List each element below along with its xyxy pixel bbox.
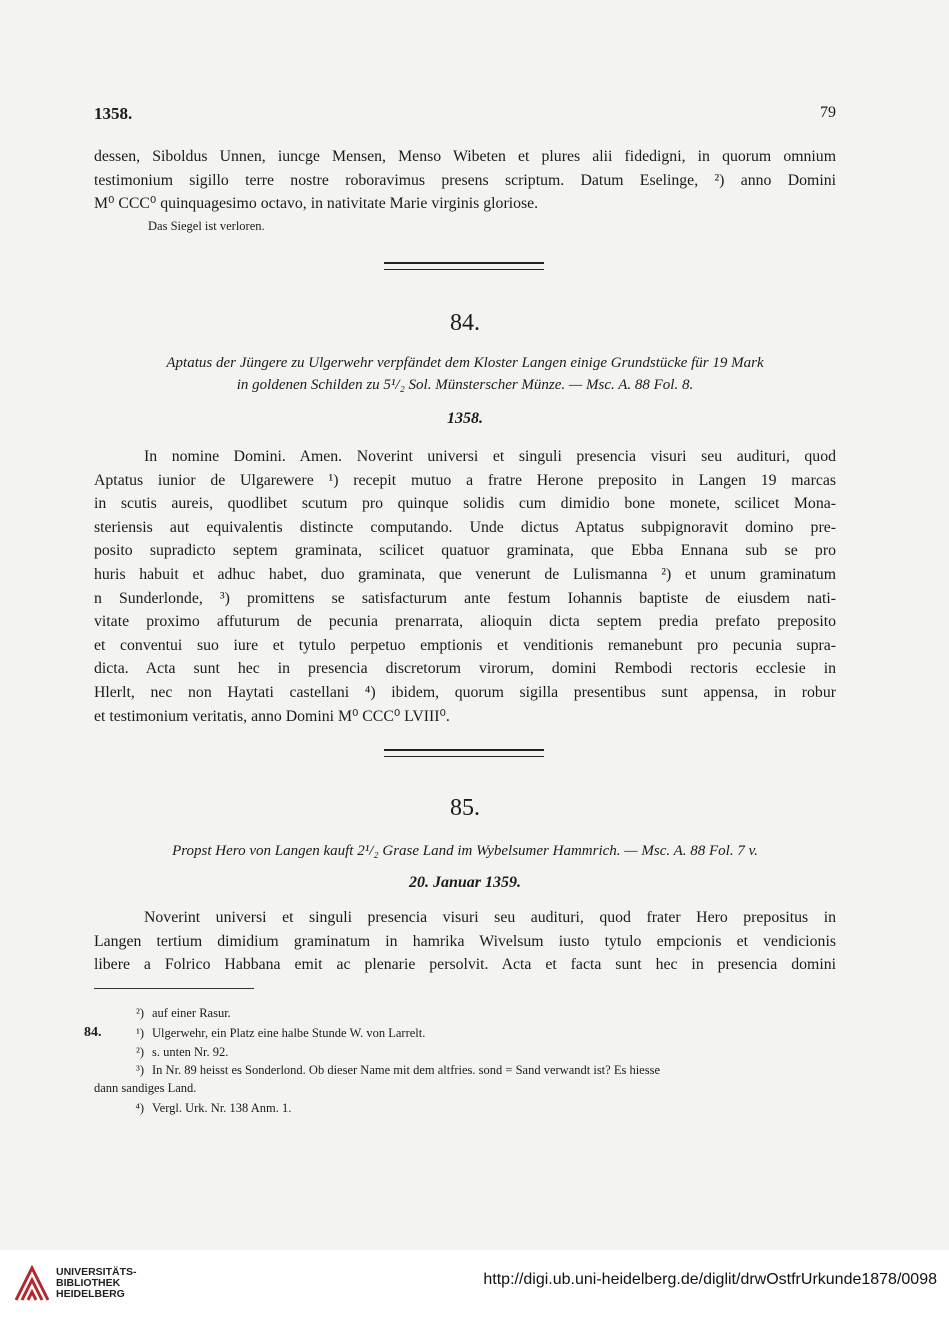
library-name-line: HEIDELBERG — [56, 1288, 125, 1300]
document-number-85: 85. — [450, 795, 480, 821]
text-line: Aptatus iunior de Ulgarewere ¹) recepit mutuo a fratre Herone preposito in Langen 19 marcas — [94, 471, 836, 489]
footnote-text: s. unten Nr. 92. — [152, 1045, 229, 1059]
viewer-footer — [0, 1250, 949, 1323]
footnote-mark: ³) — [136, 1063, 144, 1077]
date-84: 1358. — [447, 410, 483, 427]
text-line: et testimonium veritatis, anno Domini M⁰ CCC⁰ LVIII⁰. — [94, 707, 450, 725]
footnote — [94, 1099, 836, 1117]
text-line: Langen tertium dimidium graminatum in hamrika Wivelsum iusto tytulo empcionis et vendicionis — [94, 932, 836, 950]
text-line: n Sunderlonde, ³) promittens se satisfacturum ante festum Iohannis baptiste de eiusdem nati- — [94, 589, 836, 607]
text-line: Hlerlt, nec non Haytati castellani ⁴) ibidem, quorum sigilla presentibus sunt appensa, in robur — [94, 683, 836, 701]
footnote — [84, 1024, 836, 1042]
seal-note: Das Siegel ist verloren. — [148, 219, 265, 233]
footnote-text: In Nr. 89 heisst es Sonderlond. Ob dieser Name mit dem altfries. sond = Sand verwandt ist? Es hiesse — [152, 1063, 661, 1077]
page-number: 79 — [820, 104, 836, 121]
text-line: et conventui suo iure et tytulo perpetuo emptionis et venditionis remanebunt pro pecunia supra- — [94, 636, 836, 654]
footnote-rule — [94, 988, 254, 989]
text-line: In nomine Domini. Amen. Noverint universi et singuli presencia visuri seu audituri, quod — [144, 448, 836, 465]
footnote — [94, 1061, 836, 1079]
text-line: libere a Folrico Habbana emit ac plenarie persolvit. Acta et facta sunt hec in presencia domini — [94, 956, 836, 974]
section-divider — [384, 749, 544, 757]
header-year: 1358. — [94, 104, 133, 123]
footnote-text: Ulgerwehr, ein Platz eine halbe Stunde W. von Larrelt. — [152, 1026, 426, 1040]
library-logo-icon — [12, 1264, 52, 1304]
footnote-mark: ⁴) — [135, 1101, 144, 1115]
date-85: 20. Januar 1359. — [408, 874, 522, 891]
text-line: testimonium sigillo terre nostre roboravimus presens scriptum. Datum Eselinge, ²) anno Domini — [94, 171, 836, 189]
footnote-doc-label: 84. — [84, 1025, 102, 1040]
footnote — [94, 1079, 836, 1097]
text-line: dessen, Siboldus Unnen, iuncge Mensen, Menso Wibeten et plures alii fidedigni, in quorum omnium — [94, 148, 836, 165]
source-url-link[interactable]: http://digi.ub.uni-heidelberg.de/diglit/drwOstfrUrkunde1878/0098 — [483, 1271, 937, 1288]
footnote — [94, 1043, 836, 1061]
text-line: steriensis aut equivalentis distincte computando. Unde dictus Aptatus subpignoravit domino pre- — [94, 518, 836, 536]
footnote — [94, 1004, 836, 1022]
charter-text-85 — [94, 906, 836, 977]
text-line: Noverint universi et singuli presencia visuri seu audituri, quod frater Hero prepositus in — [144, 909, 836, 926]
regest-line: Aptatus der Jüngere zu Ulgerwehr verpfändet dem Kloster Langen einige Grundstücke für 19 Mark — [166, 355, 764, 371]
footnote-mark: ²) — [136, 1045, 144, 1059]
library-name-line: BIBLIOTHEK — [56, 1277, 121, 1289]
continuation-paragraph — [94, 145, 836, 216]
regest-84 — [94, 352, 836, 396]
text-line: M⁰ CCC⁰ quinquagesimo octavo, in nativitate Marie virginis gloriose. — [94, 195, 539, 213]
library-name — [56, 1267, 137, 1300]
text-line: dicta. Acta sunt hec in presencia discretorum virorum, domini Rembodi rectoris ecclesie in — [94, 660, 836, 678]
footnote-text: auf einer Rasur. — [152, 1006, 231, 1020]
text-line: posito supradicto septem graminata, scilicet quatuor graminata, que Ebba Ennana sub se pro — [94, 542, 836, 560]
text-line: vitate proximo affuturum de pecunia prenarrata, alioquin dicta septem predia prefato preposito — [94, 613, 836, 631]
footnote-mark: ²) — [136, 1006, 144, 1020]
document-number-84: 84. — [450, 310, 480, 336]
text-line: in scutis aureis, quodlibet scutum pro quinque solidis cum dimidio bone monete, scilicet Mona- — [94, 495, 836, 513]
text-line: huris habuit et adhuc habet, duo graminata, que venerunt de Lulismanna ²) et unum graminatum — [94, 565, 836, 583]
footnote-mark: ¹) — [136, 1026, 144, 1040]
footnote-text: Vergl. Urk. Nr. 138 Anm. 1. — [152, 1101, 292, 1115]
footnote-text: dann sandiges Land. — [94, 1081, 197, 1095]
running-header — [94, 104, 836, 126]
charter-text-84 — [94, 445, 836, 728]
regest-line: in goldenen Schilden zu 5¹/₂ Sol. Münsterscher Münze. — Msc. A. 88 Fol. 8. — [236, 377, 694, 393]
section-divider — [384, 262, 544, 270]
regest-85: Propst Hero von Langen kauft 2¹/₂ Grase Land im Wybelsumer Hammrich. — Msc. A. 88 Fol. 7 v. — [172, 843, 758, 859]
library-name-line: UNIVERSITÄTS- — [56, 1266, 137, 1278]
